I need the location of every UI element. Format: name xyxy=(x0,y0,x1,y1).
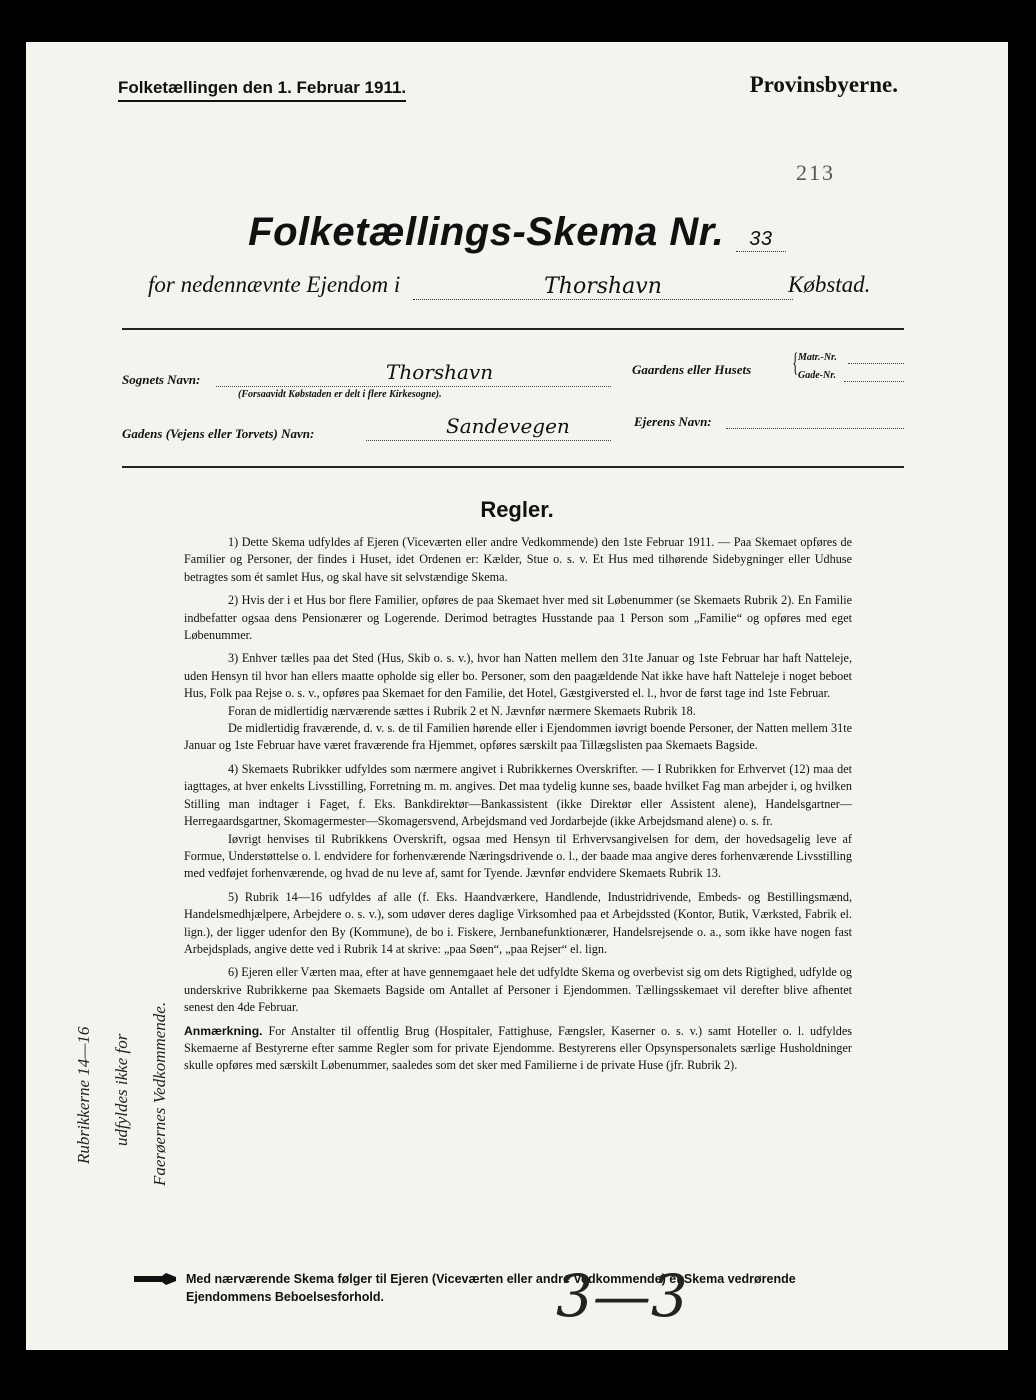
rules-title: Regler. xyxy=(480,497,554,522)
side-note-line2: udfyldes ikke for xyxy=(112,1033,131,1146)
handwritten-mark: 3—3 xyxy=(556,1262,688,1330)
owner-field[interactable] xyxy=(726,428,904,429)
rule-paragraph: 6) Ejeren eller Værten maa, efter at have gennemgaaet hele det udfyldte Skema og overbevist sig om dets Rigtighed, udfylde og underskrive Rubrikkerne paa Skemaets Bagside om Antallet af Personer i Ejendommen. Tællingsskemaet vil derefter blive afhentet senest den 4de Februar. xyxy=(184,965,852,1015)
town-field[interactable]: Thorshavn xyxy=(413,274,793,300)
parish-underline xyxy=(216,386,611,387)
rule-paragraph: 1) Dette Skema udfyldes af Ejeren (Viceværten eller andre Vedkommende) den 1ste Februar 1911. — Paa Skemaet opføres de Familier og Personer, der findes i Huset, idet Ordenen er: Kælder, Stue o. s. v. Et Hus med tilhørende Sidebygninger eller Udhuse betragtes som ét samlet Hus, og skal have sit selvstændige Skema. xyxy=(184,535,852,584)
footer-note: Med nærværende Skema følger til Ejeren (Viceværten eller andre Vedkommende) et Skema vedrørende Ejendommens Beboelsesforhold. xyxy=(186,1272,796,1304)
form-number: 33 xyxy=(736,228,786,252)
side-note-line3: Faerøernes Vedkommende. xyxy=(150,1001,169,1186)
gade-label: Gade-Nr. xyxy=(798,370,837,381)
farm-label: Gaardens eller Husets xyxy=(632,362,752,377)
pointing-hand-icon xyxy=(132,1272,178,1286)
rule-paragraph: Iøvrigt henvises til Rubrikkens Overskrift, ogsaa med Hensyn til Erhvervsangivelsen for dem, der hovedsagelig leve af Formue, Understøttelse o. l. endvidere for forhenværende Næringsdrivende o. l., der baade maa angive deres forhenværende Livsstilling med vedføjet forhenværende, og hvad de nu leve af, samt for Tyende. Jævnfør endvidere Skemaets Rubrik 13. xyxy=(184,831,852,881)
street-field[interactable]: Sandevegen xyxy=(446,414,570,438)
rule-paragraph: 2) Hvis der i et Hus bor flere Familier, opføres de paa Skemaet hver med sit Løbenummer (se Skemaets Rubrik 2). En Familie indbefatter ogsaa dens Pensionærer og Logerende. Derimod betragtes Husstande paa 1 Person som „Familie“ og opføres med eget Løbenummer. xyxy=(184,593,852,643)
census-header: Folketællingen den 1. Februar 1911. xyxy=(118,78,406,102)
street-underline xyxy=(366,440,611,441)
parish-field[interactable]: Thorshavn xyxy=(386,360,494,384)
property-line xyxy=(148,272,908,298)
side-note-line1: Rubrikkerne 14—16 xyxy=(74,1026,93,1164)
note-text: For Anstalter til offentlig Brug (Hospitaler, Fattighuse, Fængsler, Kaserner o. s. v.) samt Hoteller o. l. udfyldes Skemaerne af Bestyrerne efter samme Regler som for private Ejendomme. Bestyrerens eller Opsynspersonalets særlige Husholdninger skulle opføres med særskilt Løbenummer, saaledes som det sker med Familierne i de private Huse (jfr. Rubrik 2). xyxy=(184,1023,852,1073)
street-label: Gadens (Vejens eller Torvets) Navn: xyxy=(122,426,315,441)
matr-underline xyxy=(848,363,904,364)
property-suffix: Købstad. xyxy=(788,272,871,297)
rule-paragraph: 3) Enhver tælles paa det Sted (Hus, Skib o. s. v.), hvor han Natten mellem den 31te Januar og 1ste Februar har haft Natteleje, uden Hensyn til hvor han ellers maatte opholde sig eller bo. Personer, som den paagældende Nat ikke have haft Natteleje i noget beboet Hus, Folk paa Rejse o. s. v., opføres paa Skemaet for den Familie, det Hotel, Gæstgiversted el. l., hvor de først tage ind 1ste Februar. xyxy=(184,651,852,701)
rule-paragraph: De midlertidig fraværende, d. v. s. de til Familien hørende eller i Ejendommen iøvrigt boende Personer, der Natten mellem 31te Januar og 1ste Februar have været fraværende fra Hjemmet, opføres særskilt paa Tillægslisten paa Skemaets Bagside. xyxy=(184,721,852,753)
rule-paragraph: Foran de midlertidig nærværende sættes i Rubrik 2 et N. Jævnfør nærmere Skemaets Rubrik 18. xyxy=(228,703,696,718)
property-prefix: for nedennævnte Ejendom i xyxy=(148,272,401,297)
census-form-page xyxy=(26,42,1008,1350)
form-title xyxy=(26,210,1008,255)
page-number: 213 xyxy=(796,160,835,185)
parish-note: (Forsaavidt Købstaden er delt i flere Kirkesogne). xyxy=(238,389,442,400)
rule-paragraph: 4) Skemaets Rubrikker udfyldes som nærmere angivet i Rubrikkernes Overskrifter. — I Rubrikken for Erhvervet (12) maa det iagttages, at hver enkelts Livsstilling, Forretning m. m. angives. Det maa tydelig kunne ses, baade hvilket Fag man arbejder i, og hvilken Stilling man indtager i Faget, f. Eks. Bankdirektør—Bankassistent (ikke Direktør eller Assistent alene), Handelsgartner—Herregaardsgartner, Skomagermester—Skomagersvend, Arbejdsmand ved Jordarbejde (ikke Arbejdsmand alene) o. s. fr. xyxy=(184,761,852,829)
owner-label: Ejerens Navn: xyxy=(634,414,712,429)
note-label: Anmærkning. xyxy=(184,1023,263,1038)
note-paragraph xyxy=(184,1023,852,1075)
brace-icon: { xyxy=(792,348,799,377)
parish-label: Sognets Navn: xyxy=(122,372,201,387)
top-divider xyxy=(122,328,904,330)
gade-underline xyxy=(844,381,904,382)
matr-label: Matr.-Nr. xyxy=(798,352,837,363)
form-title-text: Folketællings-Skema Nr. xyxy=(248,210,725,254)
fields-divider xyxy=(122,466,904,468)
region-header: Provinsbyerne. xyxy=(749,72,898,97)
rules-body xyxy=(184,534,852,1081)
rule-paragraph: 5) Rubrik 14—16 udfyldes af alle (f. Eks. Haandværkere, Handlende, Industridrivende, Embeds- og Bestillingsmænd, Handelsmedhjælpere, Arbejdere o. s. v.), som udøver deres daglige Virksomhed paa et Arbejdssted (Kontor, Butik, Værksted, Fabrik el. lign.), der ligger udenfor den By (Kommune), de bo i. Fiskere, Jernbanefunktionærer, Handelsrejsende o. a., som ikke have nogen fast Arbejdsplads, angive dette ved i Rubrik 14 at skrive: „paa Søen“, „paa Rejser“ el. lign. xyxy=(184,889,852,956)
